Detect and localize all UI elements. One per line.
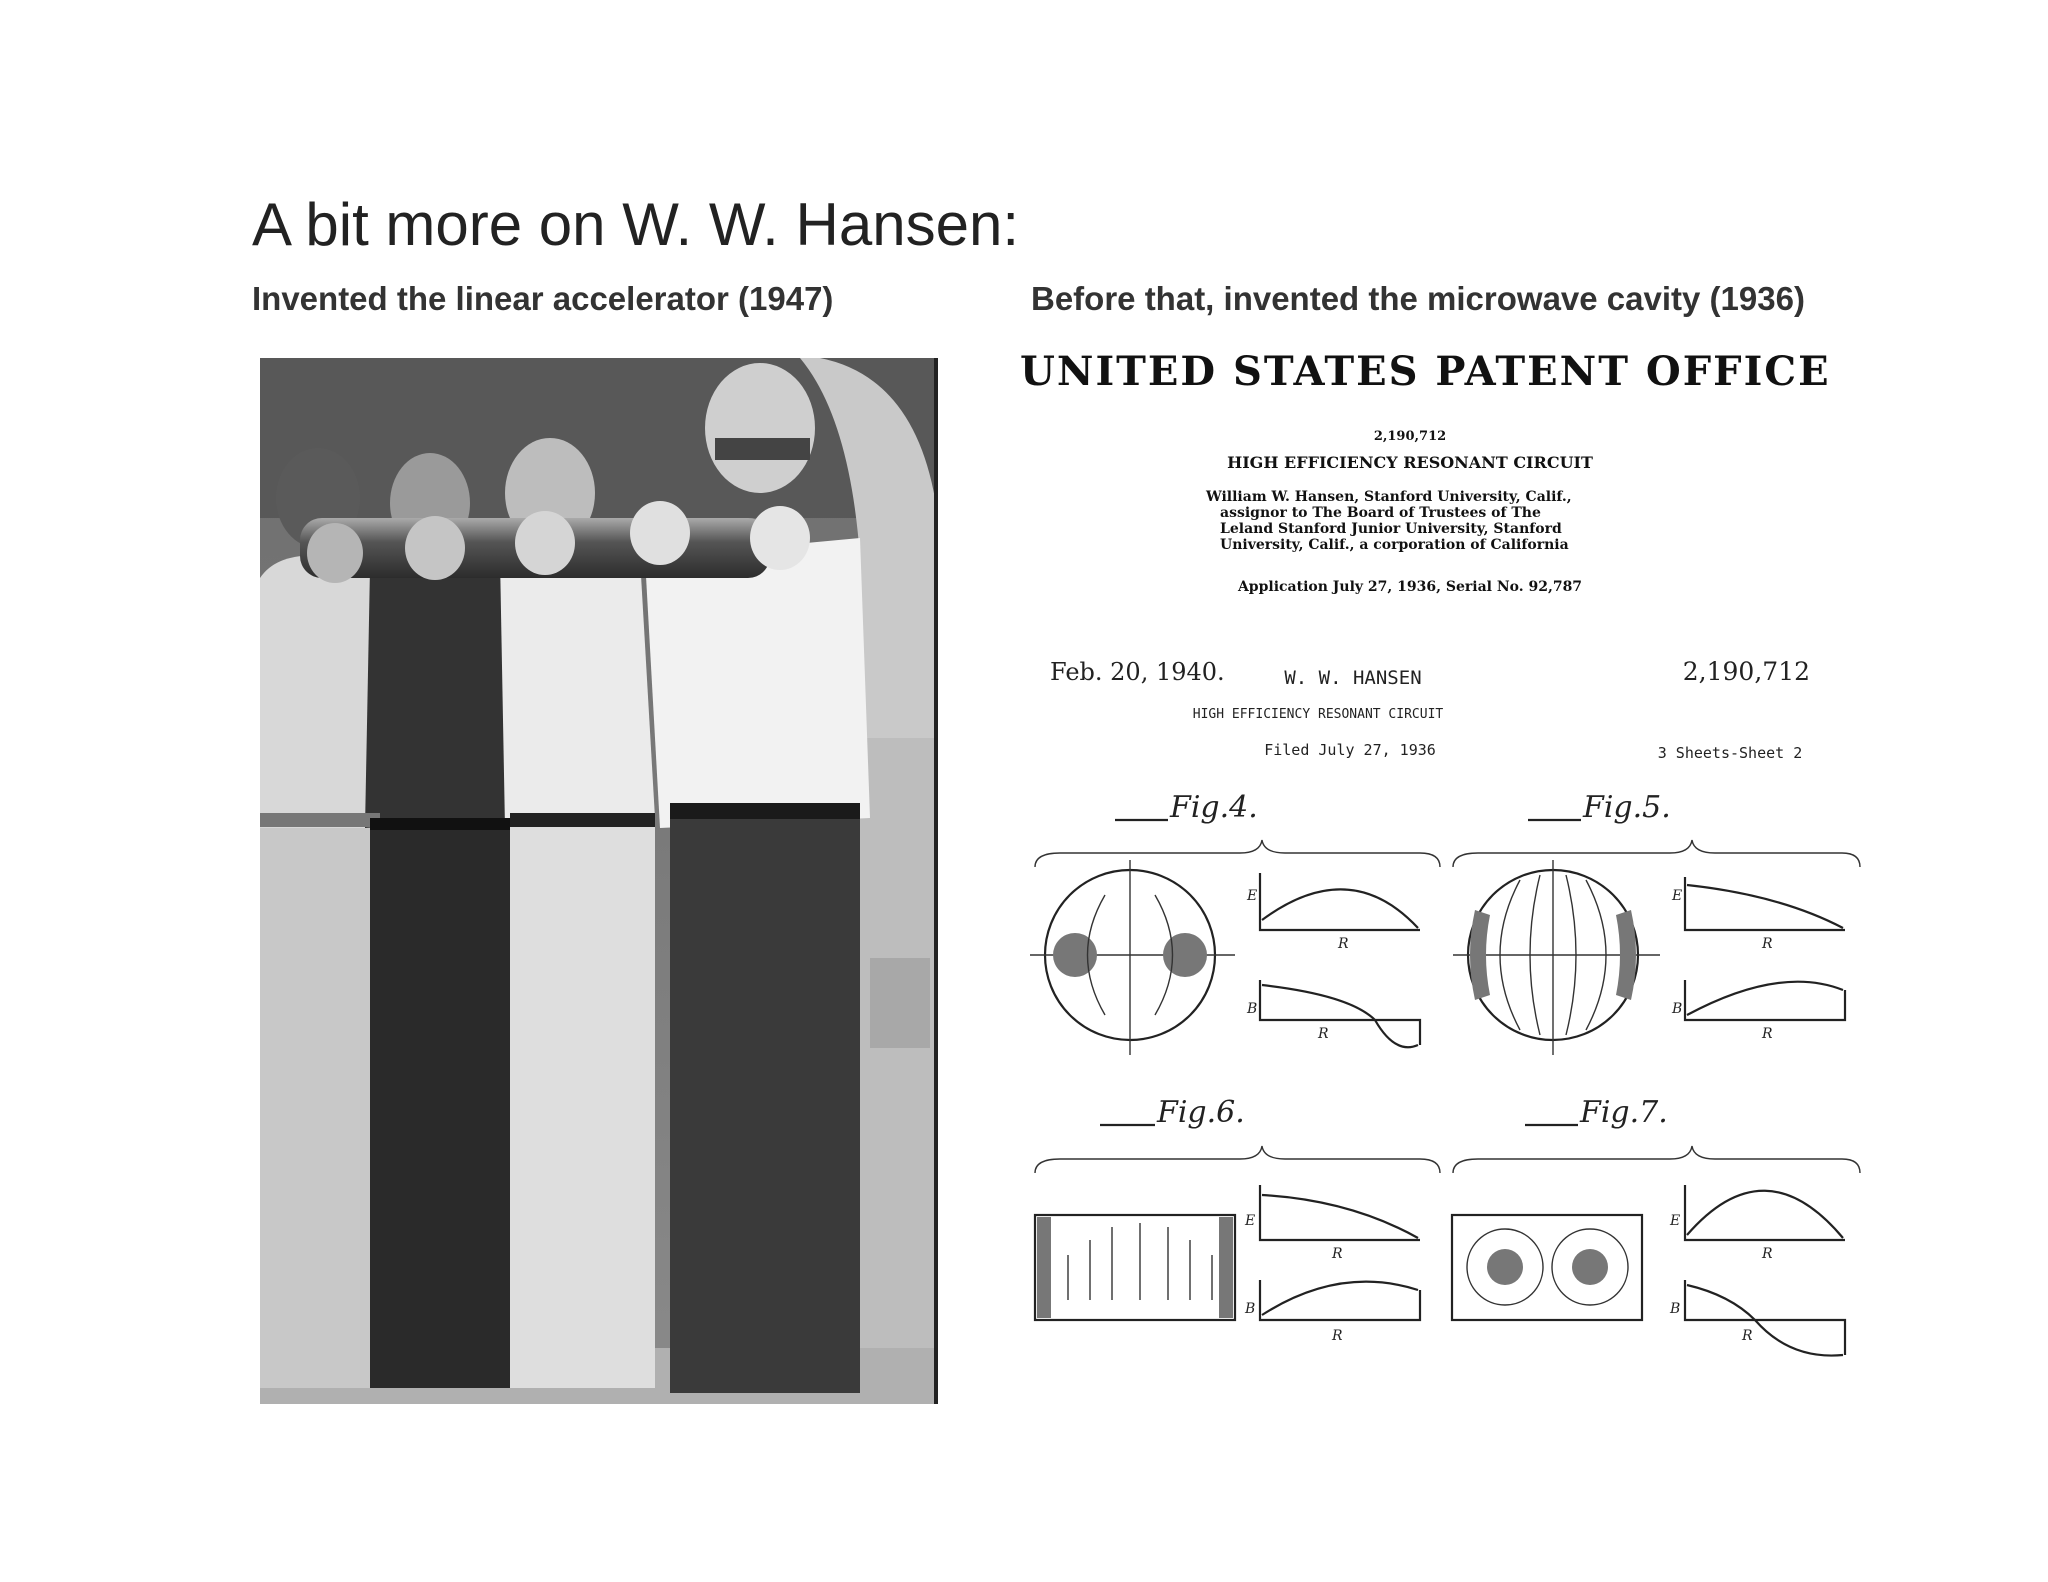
sheets-count: 3 Sheets-Sheet 2 bbox=[1657, 744, 1803, 762]
inventor-name: W. W. HANSEN bbox=[1284, 667, 1422, 689]
svg-text:R: R bbox=[1332, 1246, 1343, 1262]
fig-4-field-plots bbox=[1246, 873, 1420, 1047]
svg-text:B: B bbox=[1672, 1001, 1683, 1017]
group-photo-linear-accelerator-icon bbox=[260, 358, 938, 1404]
fig-6-field-plots bbox=[1244, 1185, 1420, 1344]
svg-text:R: R bbox=[1762, 936, 1773, 952]
linear-accelerator-heading: Invented the linear accelerator (1947) bbox=[252, 280, 834, 317]
fig-6-label: Fig.6. bbox=[1157, 1095, 1245, 1130]
fig-7-cavity-diagram bbox=[1452, 1215, 1642, 1320]
svg-text:B: B bbox=[1247, 1001, 1258, 1017]
svg-text:B: B bbox=[1245, 1301, 1256, 1317]
patent-date: Feb. 20, 1940. bbox=[1050, 658, 1225, 686]
patent-number: 2,190,712 bbox=[1682, 657, 1810, 686]
svg-text:R: R bbox=[1742, 1328, 1753, 1344]
fig-4-cavity-diagram bbox=[1030, 860, 1235, 1055]
application-line: Application July 27, 1936, Serial No. 92,787 bbox=[1237, 579, 1583, 595]
svg-text:E: E bbox=[1670, 1213, 1681, 1229]
fig-4-label: Fig.4. bbox=[1170, 790, 1258, 825]
circuit-title: HIGH EFFICIENCY RESONANT CIRCUIT bbox=[1192, 707, 1444, 722]
patent-title-header: HIGH EFFICIENCY RESONANT CIRCUIT bbox=[1227, 453, 1593, 472]
fig-5-label: Fig.5. bbox=[1583, 790, 1671, 825]
svg-text:R: R bbox=[1762, 1026, 1773, 1042]
assignor-line-4: University, Calif., a corporation of California bbox=[1220, 537, 1569, 553]
svg-text:R: R bbox=[1762, 1246, 1773, 1262]
fig-7-field-plots bbox=[1669, 1185, 1845, 1356]
svg-text:E: E bbox=[1245, 1213, 1256, 1229]
fig-6-cavity-diagram bbox=[1035, 1215, 1235, 1320]
fig-5-cavity-diagram bbox=[1453, 860, 1660, 1055]
patent-office-heading: UNITED STATES PATENT OFFICE bbox=[1020, 348, 1831, 395]
svg-text:E: E bbox=[1672, 888, 1683, 904]
linear-accelerator-photo bbox=[260, 358, 938, 1404]
svg-text:R: R bbox=[1338, 936, 1349, 952]
assignor-line-3: Leland Stanford Junior University, Stanford bbox=[1220, 521, 1562, 537]
patent-drawing bbox=[1020, 348, 1860, 1375]
microwave-cavity-heading: Before that, invented the microwave cavity (1936) bbox=[1031, 280, 1805, 317]
assignor-line-2: assignor to The Board of Trustees of The bbox=[1220, 505, 1541, 521]
fig-7-label: Fig.7. bbox=[1580, 1095, 1668, 1130]
fig-5-field-plots bbox=[1671, 877, 1845, 1042]
patent-document bbox=[1020, 348, 1860, 1375]
svg-text:R: R bbox=[1318, 1026, 1329, 1042]
filed-date: Filed July 27, 1936 bbox=[1264, 741, 1436, 759]
svg-text:B: B bbox=[1670, 1301, 1681, 1317]
slide-title: A bit more on W. W. Hansen: bbox=[252, 191, 1019, 258]
patent-number-header: 2,190,712 bbox=[1373, 429, 1447, 444]
assignor-line-1: William W. Hansen, Stanford University, Calif., bbox=[1206, 489, 1572, 505]
svg-text:E: E bbox=[1247, 888, 1258, 904]
svg-text:R: R bbox=[1332, 1328, 1343, 1344]
